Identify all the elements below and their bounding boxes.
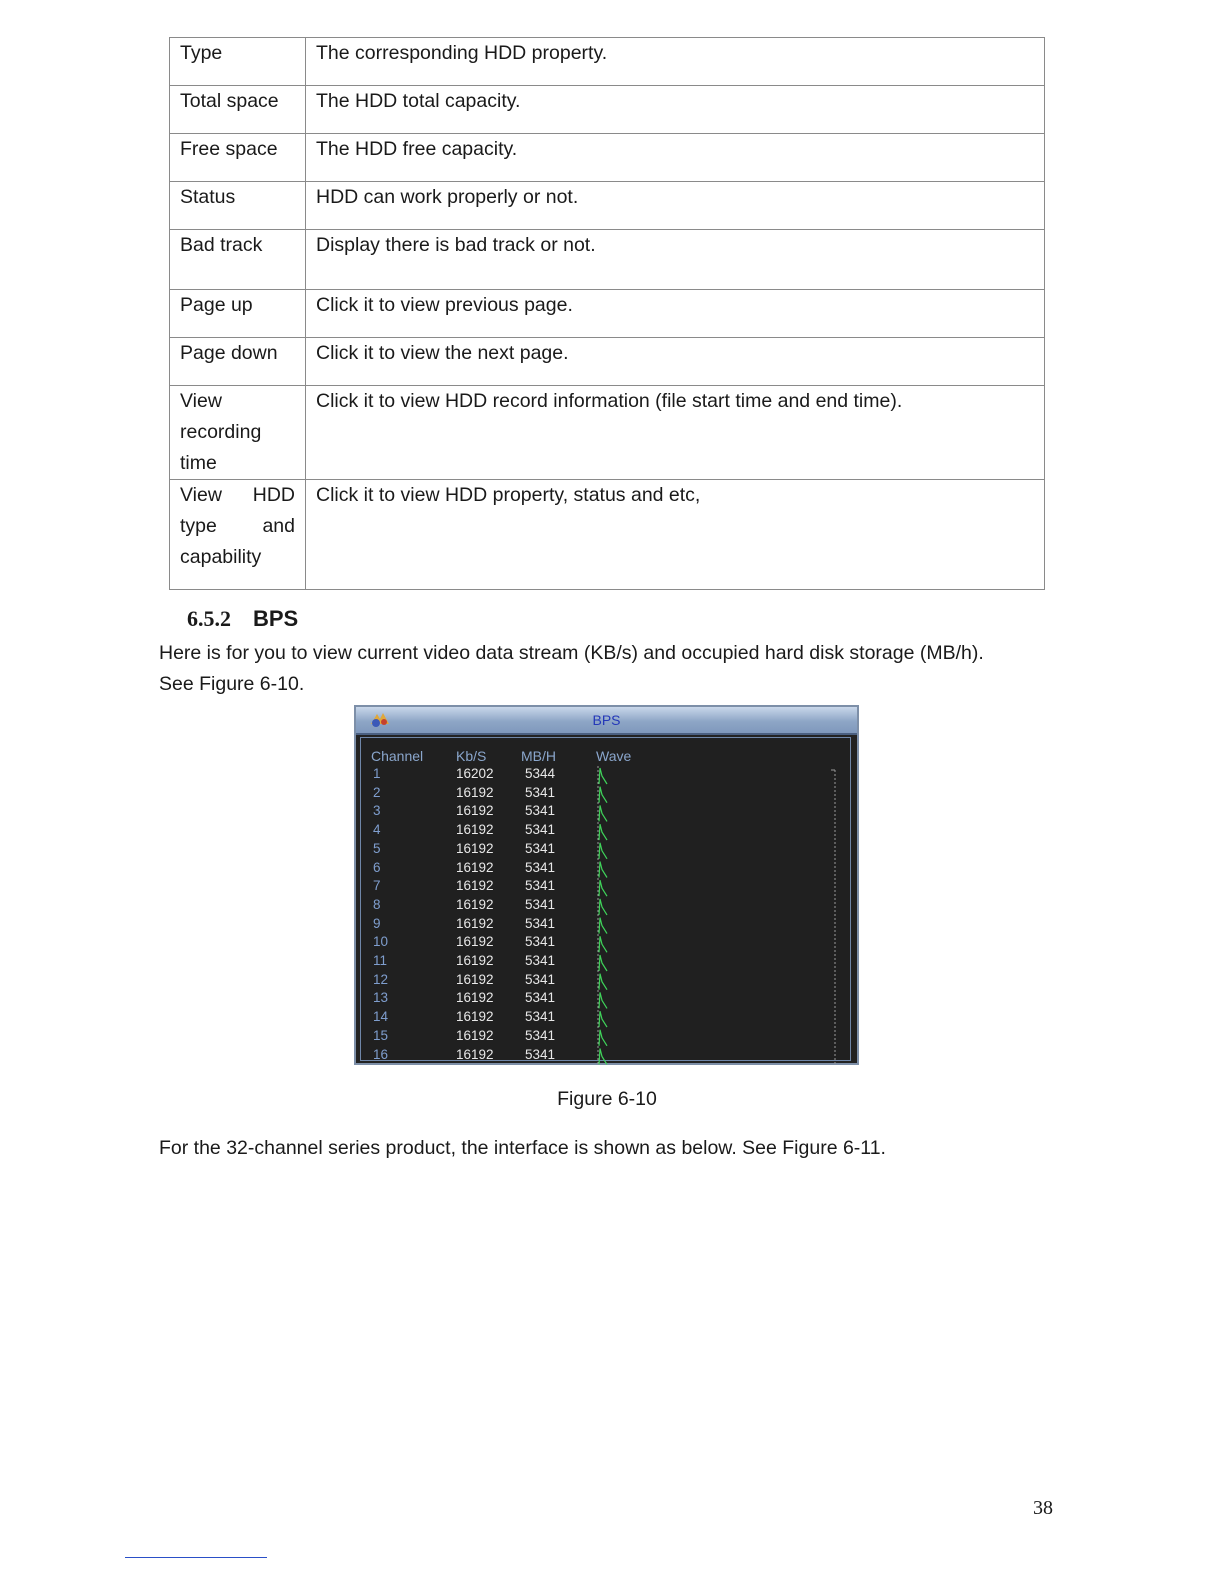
- table-row: [170, 230, 1045, 290]
- bps-channel-cell: 7: [373, 878, 381, 894]
- bps-mbh-cell: 5341: [525, 840, 556, 856]
- column-header-mbh: MB/H: [521, 748, 556, 764]
- table-row: [170, 38, 1045, 86]
- wave-trace: [599, 1030, 607, 1046]
- param-desc: Click it to view HDD property, status and etc,: [306, 480, 1045, 590]
- param-desc: The HDD total capacity.: [306, 86, 1045, 134]
- section-heading: [187, 606, 298, 632]
- param-name-line: type and: [180, 515, 295, 537]
- wave-graph: [597, 766, 841, 1066]
- bps-channel-cell: 8: [373, 896, 381, 912]
- bps-kbs-cell: 16192: [456, 859, 494, 875]
- table-row: [170, 134, 1045, 182]
- table-row: [170, 480, 1045, 590]
- bps-channel-cell: 3: [373, 803, 381, 819]
- bps-mbh-cell: 5341: [525, 1009, 556, 1025]
- bps-mbh-cell: 5341: [525, 896, 556, 912]
- followup-paragraph: For the 32-channel series product, the interface is shown as below. See Figure 6-11.: [159, 1137, 886, 1159]
- param-name-line: recording time: [180, 421, 262, 474]
- bps-mbh-cell: 5341: [525, 878, 556, 894]
- bps-kbs-cell: 16192: [456, 934, 494, 950]
- bps-kbs-cell: 16192: [456, 1046, 494, 1062]
- table-row: [170, 338, 1045, 386]
- param-desc: Click it to view HDD record information (file start time and end time).: [306, 386, 1045, 480]
- bps-mbh-cell: 5344: [525, 766, 556, 781]
- bps-channel-cell: 12: [373, 971, 389, 987]
- bps-kbs-cell: 16192: [456, 840, 494, 856]
- param-name: [170, 386, 306, 480]
- param-name-line: View HDD: [180, 484, 295, 506]
- param-name-line: capability: [180, 546, 262, 568]
- bps-mbh-cell: 5341: [525, 953, 556, 968]
- param-name: Bad track: [170, 230, 306, 290]
- bps-channel-cell: 14: [373, 1009, 389, 1025]
- bps-channel-cell: 2: [373, 784, 381, 800]
- bps-mbh-cell: 5341: [525, 971, 556, 987]
- bps-channel-cell: 6: [373, 859, 381, 875]
- param-name: Type: [170, 38, 306, 86]
- param-desc: Display there is bad track or not.: [306, 230, 1045, 290]
- bps-mbh-cell: 5341: [525, 859, 556, 875]
- bps-kbs-cell: 16192: [456, 953, 494, 968]
- param-name: [170, 480, 306, 590]
- bps-mbh-cell: 5341: [525, 1027, 556, 1043]
- bps-kbs-cell: 16192: [456, 803, 494, 819]
- bps-channel-cell: 1: [373, 766, 381, 781]
- bps-mbh-cell: 5341: [525, 803, 556, 819]
- wave-trace: [599, 974, 607, 990]
- bps-kbs-cell: 16192: [456, 1027, 494, 1043]
- section-title: BPS: [253, 606, 299, 631]
- intro-paragraph: Here is for you to view current video data stream (KB/s) and occupied hard disk storage (MB/h).: [159, 642, 984, 664]
- bps-channel-cell: 13: [373, 990, 389, 1006]
- bps-channel-cell: 15: [373, 1027, 389, 1043]
- column-header-kbs: Kb/S: [456, 748, 487, 764]
- column-header-wave: Wave: [596, 748, 632, 764]
- bps-kbs-cell: 16192: [456, 1009, 494, 1025]
- bps-kbs-cell: 16202: [456, 766, 494, 781]
- bps-mbh-cell: 5341: [525, 784, 556, 800]
- bps-kbs-cell: 16192: [456, 915, 494, 931]
- bps-mbh-cell: 5341: [525, 990, 556, 1006]
- wave-trace: [599, 918, 607, 934]
- param-desc: The corresponding HDD property.: [306, 38, 1045, 86]
- window-titlebar: [356, 707, 857, 735]
- param-name-line: View: [180, 390, 222, 412]
- param-name: Page up: [170, 290, 306, 338]
- bps-mbh-cell: 5341: [525, 934, 556, 950]
- bps-channel-cell: 16: [373, 1046, 389, 1062]
- wave-trace: [599, 936, 607, 952]
- bps-kbs-cell: 16192: [456, 822, 494, 838]
- bps-mbh-cell: 5341: [525, 915, 556, 931]
- bps-mbh-cell: 5341: [525, 1046, 556, 1062]
- bps-kbs-cell: 16192: [456, 784, 494, 800]
- bps-table: [360, 737, 851, 1061]
- param-name: Status: [170, 182, 306, 230]
- window-title: BPS: [592, 712, 621, 728]
- param-desc: HDD can work properly or not.: [306, 182, 1045, 230]
- bps-mbh-cell: 5341: [525, 822, 556, 838]
- wave-trace: [599, 992, 607, 1008]
- page-number: 38: [1033, 1497, 1053, 1519]
- table-row: [170, 386, 1045, 480]
- footer-rule: [125, 1557, 267, 1558]
- wave-trace: [599, 787, 607, 803]
- bps-window: [354, 705, 859, 1065]
- bps-channel-cell: 9: [373, 915, 381, 931]
- table-row: [170, 86, 1045, 134]
- table-row: [170, 290, 1045, 338]
- figure-caption: Figure 6-10: [557, 1088, 657, 1110]
- bps-channel-cell: 5: [373, 840, 381, 856]
- bps-kbs-cell: 16192: [456, 896, 494, 912]
- wave-trace: [599, 955, 607, 971]
- param-desc: The HDD free capacity.: [306, 134, 1045, 182]
- wave-trace: [599, 880, 607, 896]
- param-name: Free space: [170, 134, 306, 182]
- table-row: [170, 182, 1045, 230]
- intro-paragraph-ref: See Figure 6-10.: [159, 673, 305, 695]
- hdd-parameter-table: [169, 37, 1045, 590]
- wave-trace: [599, 843, 607, 859]
- wave-trace: [599, 899, 607, 915]
- bps-kbs-cell: 16192: [456, 971, 494, 987]
- bps-kbs-cell: 16192: [456, 990, 494, 1006]
- bps-channel-cell: 10: [373, 934, 389, 950]
- column-header-channel: Channel: [371, 748, 424, 764]
- bps-channel-cell: 11: [373, 953, 388, 968]
- param-desc: Click it to view previous page.: [306, 290, 1045, 338]
- wave-trace: [599, 862, 607, 878]
- bps-channel-cell: 4: [373, 822, 381, 838]
- param-desc: Click it to view the next page.: [306, 338, 1045, 386]
- wave-trace: [599, 805, 607, 821]
- wave-trace: [599, 1049, 607, 1065]
- wave-trace: [599, 824, 607, 840]
- bps-kbs-cell: 16192: [456, 878, 494, 894]
- wave-trace: [599, 1011, 607, 1027]
- param-name: Page down: [170, 338, 306, 386]
- section-number: 6.5.2: [187, 606, 231, 631]
- wave-trace: [599, 768, 607, 784]
- param-name: Total space: [170, 86, 306, 134]
